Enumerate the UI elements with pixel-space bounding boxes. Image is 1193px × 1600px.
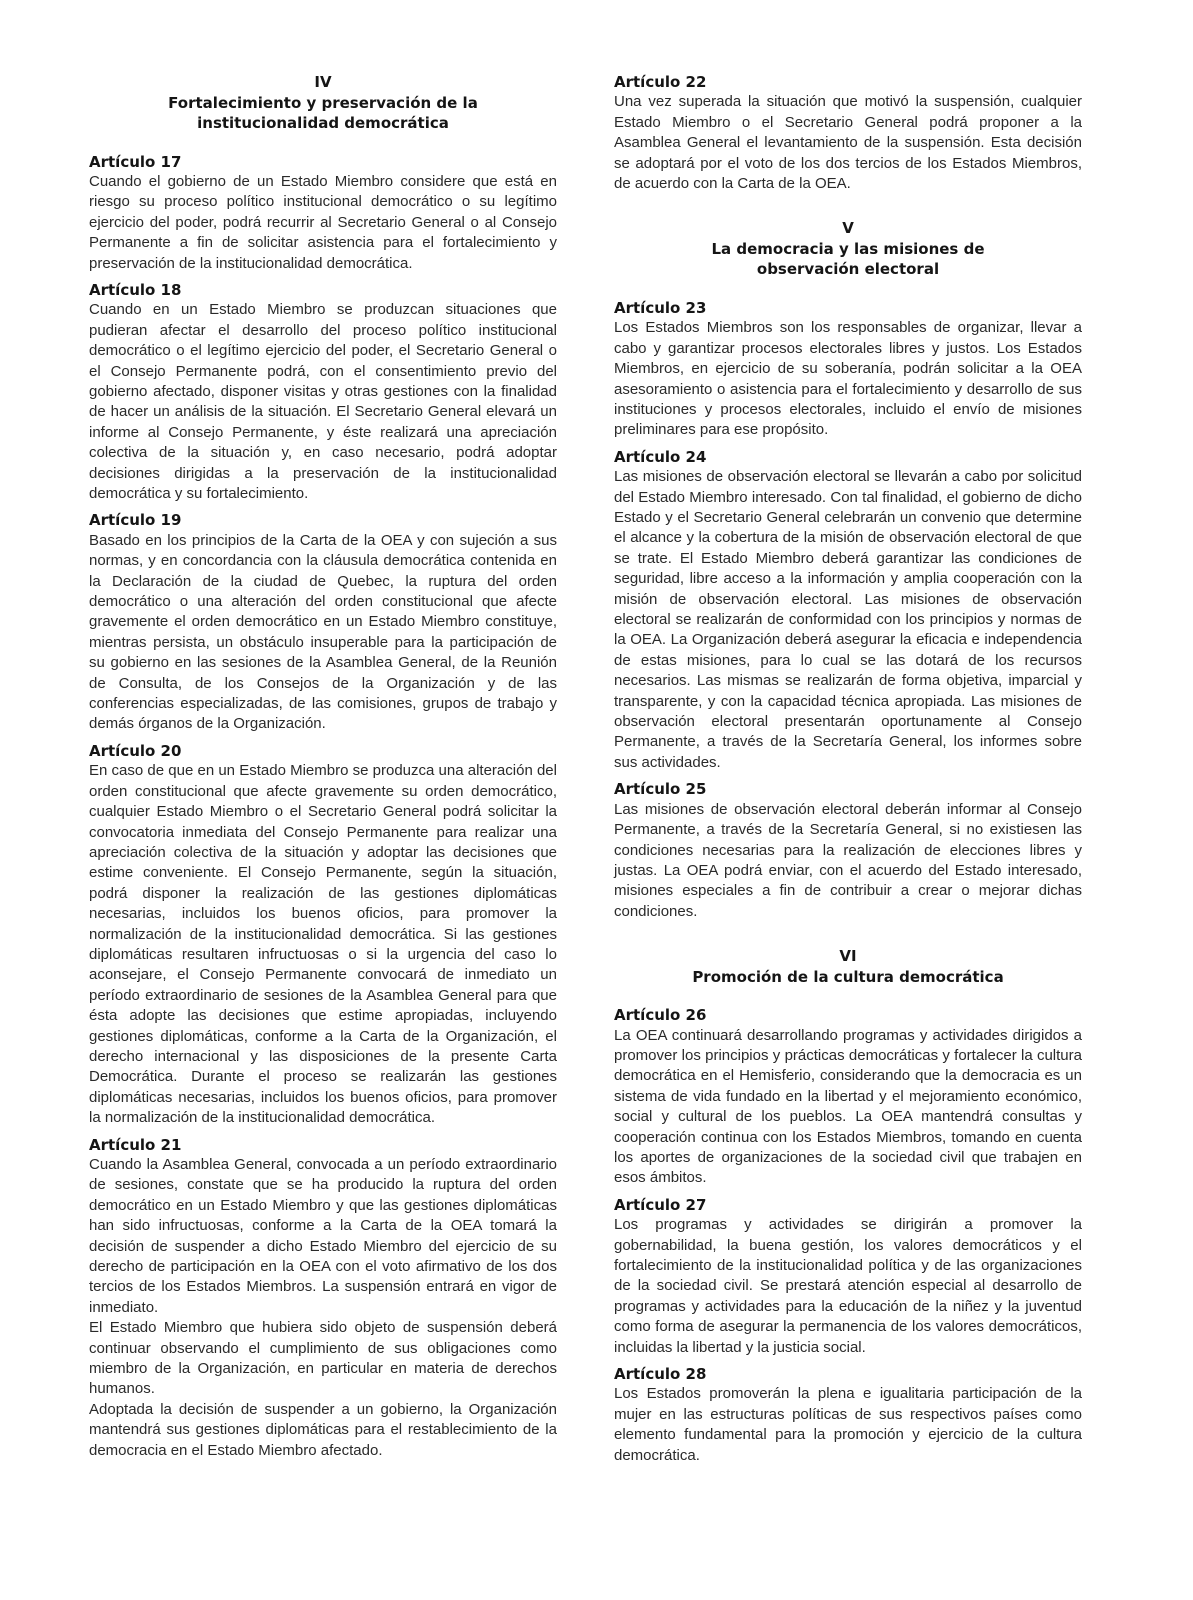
- article-title: Artículo 21: [89, 1135, 182, 1154]
- article-28: [614, 1364, 1082, 1466]
- article-title: Artículo 18: [89, 280, 182, 299]
- article-title: Artículo 20: [89, 741, 182, 760]
- right-column: [614, 72, 1082, 1472]
- article-text: Cuando el gobierno de un Estado Miembro considere que está en riesgo su proceso político institucional democrático o su legítimo ejercicio del poder, podrá recurrir al Secretario General o al Consejo Permanente a fin de solicitar asistencia para el fortalecimiento y preservación de la institucionalidad democrática.: [89, 172, 557, 272]
- article-23: [614, 298, 1082, 441]
- section-number: V: [842, 219, 854, 238]
- article-text: Cuando en un Estado Miembro se produzcan situaciones que pudieran afectar el desarrollo del proceso político institucional democrático o el legítimo ejercicio del poder, el Secretario General o el Consejo Permanente podrá, con el consentimiento previo del gobierno afectado, disponer visitas y otras gestiones con la finalidad de hacer un análisis de la situación. El Secretario General elevará un informe al Consejo Permanente, y éste realizará una apreciación colectiva de la situación y, en caso necesario, podrá adoptar decisiones dirigidas a la preservación de la institucionalidad democrática y su fortalecimiento.: [89, 301, 557, 502]
- article-27: [614, 1195, 1082, 1358]
- article-text: Las misiones de observación electoral se llevarán a cabo por solicitud del Estado Miembro interesado. Con tal finalidad, el gobierno de dicho Estado y el Secretario General celebrarán un convenio que determine el alcance y la cobertura de la misión de observación electoral de que se trate. El Estado Miembro deberá garantizar las condiciones de seguridad, libre acceso a la información y amplia cooperación con la misión de observación electoral. Las misiones de observación electoral se realizarán de conformidad con los principios y normas de la OEA. La Organización deberá asegurar la eficacia e independencia de estas misiones, para lo cual se las dotará de los recursos necesarios. Las mismas se realizarán de forma objetiva, imparcial y transparente, y con la capacidad técnica apropiada. Las misiones de observación electoral presentarán oportunamente al Consejo Permanente, a través de la Secretaría General, los informes sobre sus actividades.: [614, 468, 1082, 771]
- section-v-heading: [614, 218, 1082, 280]
- article-20: [89, 741, 557, 1129]
- section-iv-heading: [89, 72, 557, 134]
- section-title: Promoción de la cultura democrática: [692, 967, 1004, 986]
- section-number: VI: [839, 947, 857, 966]
- article-19: [89, 510, 557, 734]
- article-title: Artículo 22: [614, 73, 707, 91]
- article-text: La OEA continuará desarrollando programas y actividades dirigidos a promover los principios y prácticas democráticas y fortalecer la cultura democrática en el Hemisferio, considerando que la democracia es un sistema de vida fundado en la libertad y el mejoramiento económico, social y cultural de los pueblos. La OEA mantendrá consultas y cooperación continua con los Estados Miembros, tomando en cuenta los aportes de organizaciones de la sociedad civil que trabajen en esos ámbitos.: [614, 1026, 1082, 1187]
- article-title: Artículo 28: [614, 1365, 707, 1384]
- article-text: Cuando la Asamblea General, convocada a un período extraordinario de sesiones, constate que se ha producido la ruptura del orden democrático en un Estado Miembro y que las gestiones diplomáticas han sido infructuosas, conforme a la Carta de la OEA tomará la decisión de suspender a dicho Estado Miembro del ejercicio de su derecho de participación en la OEA con el voto afirmativo de los dos tercios de los Estados Miembros. La suspensión entrará en vigor de inmediato.: [89, 1156, 557, 1316]
- article-text: Adoptada la decisión de suspender a un gobierno, la Organización mantendrá sus gestiones diplomáticas para el restablecimiento de la democracia en el Estado Miembro afectado.: [89, 1400, 557, 1459]
- section-vi-heading: [614, 946, 1082, 987]
- left-column: [89, 72, 557, 1467]
- article-18: [89, 280, 557, 504]
- article-26: [614, 1005, 1082, 1189]
- article-24: [614, 447, 1082, 774]
- section-title-line-1: La democracia y las misiones de: [711, 239, 985, 258]
- article-title: Artículo 17: [89, 152, 182, 171]
- article-text: En caso de que en un Estado Miembro se produzca una alteración del orden constitucional que afecte gravemente su orden democrático, cualquier Estado Miembro o el Secretario General podrá solicitar la convocatoria inmediata del Consejo Permanente para realizar una apreciación colectiva de la situación y adoptar las decisiones que estime conveniente. El Consejo Permanente, según la situación, podrá disponer la realización de las gestiones diplomáticas necesarias, incluidos los buenos oficios, para promover la normalización de la institucionalidad democrática. Si las gestiones diplomáticas resultaren infructuosas o si la urgencia del caso lo aconsejare, el Consejo Permanente convocará de inmediato un período extraordinario de sesiones de la Asamblea General para que ésta adopte las decisiones que estime apropiadas, incluyendo gestiones diplomáticas, conforme a la Carta de la Organización, el derecho internacional y las disposiciones de la presente Carta Democrática. Durante el proceso se realizarán las gestiones diplomáticas necesarias, incluidos los buenos oficios, para promover la normalización de la institucionalidad democrática.: [89, 762, 557, 1127]
- article-text: Las misiones de observación electoral deberán informar al Consejo Permanente, a través de la Secretaría General, si no existiesen las condiciones necesarias para la realización de elecciones libres y justas. La OEA podrá enviar, con el acuerdo del Estado interesado, misiones especiales a fin de contribuir a crear o mejorar dichas condiciones.: [614, 800, 1082, 920]
- article-text: Los Estados promoverán la plena e igualitaria participación de la mujer en las estructuras políticas de sus respectivos países como elemento fundamental para la promoción y ejercicio de la cultura democrática.: [614, 1385, 1082, 1464]
- section-number: IV: [314, 73, 332, 91]
- article-22: [614, 72, 1082, 194]
- article-title: Artículo 26: [614, 1006, 707, 1025]
- article-title: Artículo 19: [89, 511, 182, 530]
- article-title: Artículo 25: [614, 780, 707, 799]
- article-text: Basado en los principios de la Carta de la OEA y con sujeción a sus normas, y en concordancia con la cláusula democrática contenida en la Declaración de la ciudad de Quebec, la ruptura del orden democrático o una alteración del orden constitucional que afecte gravemente el orden democrático en un Estado Miembro constituye, mientras persista, un obstáculo insuperable para la participación de su gobierno en las sesiones de la Asamblea General, de la Reunión de Consulta, de los Consejos de la Organización y de las conferencias especializadas, de las comisiones, grupos de trabajo y demás órganos de la Organización.: [89, 531, 557, 733]
- article-21: [89, 1135, 557, 1462]
- article-text: Los programas y actividades se dirigirán a promover la gobernabilidad, la buena gestión, los valores democráticos y el fortalecimiento de la institucionalidad política y de las organizaciones de la sociedad civil. Se prestará atención especial al desarrollo de programas y actividades para la educación de la niñez y la juventud como forma de asegurar la permanencia de los valores democráticos, incluidas la libertad y la justicia social.: [614, 1216, 1082, 1356]
- article-title: Artículo 27: [614, 1195, 707, 1214]
- article-text: Una vez superada la situación que motivó la suspensión, cualquier Estado Miembro o el Secretario General podrá proponer a la Asamblea General el levantamiento de la suspensión. Esta decisión se adoptará por el voto de los dos tercios de los Estados Miembros, de acuerdo con la Carta de la OEA.: [614, 93, 1082, 193]
- article-title: Artículo 24: [614, 447, 707, 466]
- section-title: Fortalecimiento y preservación de la institucionalidad democrática: [168, 93, 478, 132]
- article-text: El Estado Miembro que hubiera sido objeto de suspensión deberá continuar observando el cumplimiento de sus obligaciones como miembro de la Organización, en particular en materia de derechos humanos.: [89, 1319, 557, 1398]
- section-title-line-2: observación electoral: [756, 260, 940, 279]
- article-17: [89, 152, 557, 274]
- article-title: Artículo 23: [614, 298, 707, 317]
- article-25: [614, 779, 1082, 922]
- article-text: Los Estados Miembros son los responsables de organizar, llevar a cabo y garantizar procesos electorales libres y justos. Los Estados Miembros, en ejercicio de su soberanía, podrán solicitar a la OEA asesoramiento o asistencia para el fortalecimiento y desarrollo de sus instituciones y procesos electorales, incluido el envío de misiones preliminares para ese propósito.: [614, 319, 1082, 439]
